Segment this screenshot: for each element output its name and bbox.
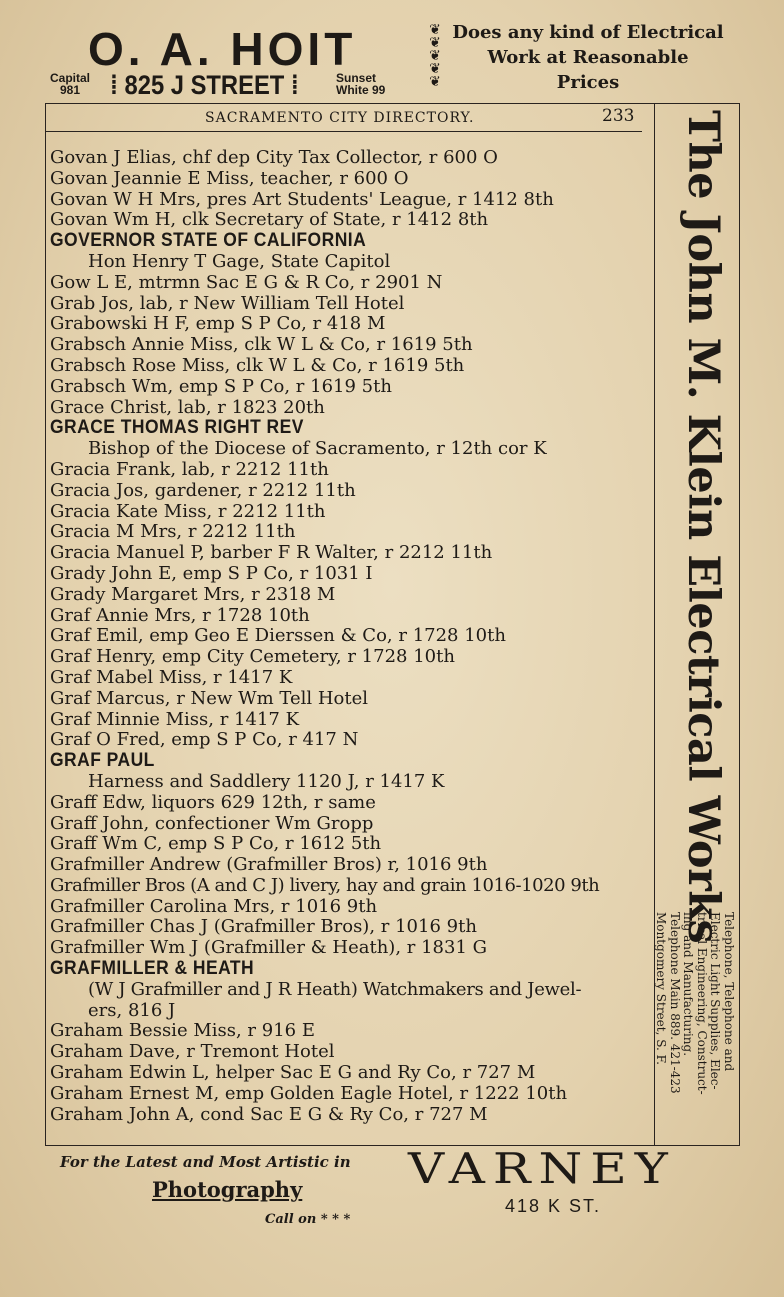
list-item: Govan Jeannie E Miss, teacher, r 600 O bbox=[50, 167, 409, 189]
list-item: Govan Wm H, clk Secretary of State, r 1412 8th bbox=[50, 209, 489, 231]
list-item: Grady Margaret Mrs, r 2318 M bbox=[50, 583, 336, 605]
footer-ad-address: 418 K ST. bbox=[505, 1196, 602, 1216]
side-ad-line: trical Engineering, Construct- bbox=[695, 912, 709, 1095]
list-item: Graham Bessie Miss, r 916 E bbox=[50, 1020, 315, 1042]
side-ad-details bbox=[654, 912, 735, 1095]
header-rule bbox=[46, 131, 642, 132]
tagline-line-1: Does any kind of Electrical bbox=[452, 22, 724, 43]
list-item: Gracia Frank, lab, r 2212 11th bbox=[50, 458, 329, 480]
entry-heading: GRAFMILLER & HEATH bbox=[50, 958, 255, 980]
sunset-number: White 99 bbox=[336, 83, 386, 97]
list-item: Graham Dave, r Tremont Hotel bbox=[50, 1041, 335, 1063]
list-item: Grace Christ, lab, r 1823 20th bbox=[50, 396, 325, 418]
list-item: Graf Annie Mrs, r 1728 10th bbox=[50, 604, 310, 626]
entry-heading: GOVERNOR STATE OF CALIFORNIA bbox=[50, 230, 367, 252]
list-item: Grafmiller Andrew (Grafmiller Bros) r, 1016 9th bbox=[50, 854, 488, 876]
list-item: Grabowski H F, emp S P Co, r 418 M bbox=[50, 313, 386, 335]
list-item: Grafmiller Wm J (Grafmiller & Heath), r 1831 G bbox=[50, 937, 487, 959]
list-item: Grab Jos, lab, r New William Tell Hotel bbox=[50, 292, 405, 314]
footer-ad-tagline: For the Latest and Most Artistic in bbox=[60, 1153, 351, 1171]
list-item: Gracia M Mrs, r 2212 11th bbox=[50, 521, 296, 543]
footer-ad-name: VARNEY bbox=[408, 1144, 676, 1194]
entry-heading: GRACE THOMAS RIGHT REV bbox=[50, 417, 304, 439]
capital-number: 981 bbox=[59, 83, 81, 97]
list-item: Govan J Elias, chf dep City Tax Collector, r 600 O bbox=[50, 147, 498, 168]
list-item-indented: Hon Henry T Gage, State Capitol bbox=[88, 250, 391, 272]
list-item-indented: ers, 816 J bbox=[88, 999, 176, 1021]
entry-heading: GRAF PAUL bbox=[50, 750, 155, 772]
list-item-indented: Harness and Saddlery 1120 J, r 1417 K bbox=[88, 770, 445, 792]
advertiser-street: ⁞ 825 J STREET ⁞ bbox=[110, 70, 299, 100]
footer-ad-call-on: Call on * * * bbox=[265, 1212, 351, 1227]
side-ad-line: ing and Manufacturing. bbox=[681, 912, 696, 1057]
advertiser-tagline bbox=[448, 20, 728, 95]
capital-label: Capital bbox=[50, 71, 91, 85]
list-item: Graf O Fred, emp S P Co, r 417 N bbox=[50, 729, 359, 751]
footer-ad-photography: Photography bbox=[152, 1177, 303, 1202]
advertiser-name: O. A. HOIT bbox=[88, 23, 357, 75]
directory-entries bbox=[50, 148, 654, 1125]
side-ad-line: Telephone, Telephone and bbox=[722, 912, 736, 1072]
list-item: Graf Marcus, r New Wm Tell Hotel bbox=[50, 687, 369, 709]
list-item: Graham John A, cond Sac E G & Ry Co, r 727 M bbox=[50, 1103, 488, 1125]
list-item: Gow L E, mtrmn Sac E G & R Co, r 2901 N bbox=[50, 271, 443, 293]
ornament-icon: ❦ ❦ ❦ ❦ ❦ bbox=[429, 22, 441, 90]
list-item: Graham Ernest M, emp Golden Eagle Hotel, r 1222 10th bbox=[50, 1082, 568, 1104]
list-item: Graff Edw, liquors 629 12th, r same bbox=[50, 791, 376, 813]
side-ad-line: Montgomery Street, S. F. bbox=[654, 912, 669, 1065]
list-item: Govan W H Mrs, pres Art Students' League, r 1412 8th bbox=[50, 188, 554, 210]
sunset-phone bbox=[336, 72, 385, 96]
list-item: Gracia Kate Miss, r 2212 11th bbox=[50, 500, 326, 522]
side-ad-line: Telephone Main 889. 421-423 bbox=[668, 912, 682, 1094]
list-item: Graff John, confectioner Wm Gropp bbox=[50, 812, 374, 834]
tagline-line-3: Prices bbox=[556, 72, 620, 93]
list-item: Grabsch Annie Miss, clk W L & Co, r 1619 5th bbox=[50, 334, 473, 356]
tagline-line-2: Work at Reasonable bbox=[487, 47, 689, 68]
list-item: Gracia Manuel P, barber F R Walter, r 2212 11th bbox=[50, 542, 493, 564]
side-ad-title: The John M. Klein Electrical Works bbox=[678, 110, 728, 944]
list-item: Graf Mabel Miss, r 1417 K bbox=[50, 666, 293, 688]
list-item: Grabsch Rose Miss, clk W L & Co, r 1619 5th bbox=[50, 354, 465, 376]
list-item: Graff Wm C, emp S P Co, r 1612 5th bbox=[50, 833, 382, 855]
list-item: Graf Henry, emp City Cemetery, r 1728 10th bbox=[50, 646, 455, 668]
capital-phone bbox=[50, 72, 90, 96]
running-header: SACRAMENTO CITY DIRECTORY. bbox=[205, 110, 475, 126]
list-item: Graf Minnie Miss, r 1417 K bbox=[50, 708, 300, 730]
list-item-indented: (W J Grafmiller and J R Heath) Watchmakers and Jewel- bbox=[88, 978, 582, 1000]
page-number: 233 bbox=[602, 106, 635, 126]
list-item: Grafmiller Carolina Mrs, r 1016 9th bbox=[50, 895, 378, 917]
list-item: Grafmiller Chas J (Grafmiller Bros), r 1016 9th bbox=[50, 916, 477, 938]
list-item: Grady John E, emp S P Co, r 1031 I bbox=[50, 562, 373, 584]
list-item: Graham Edwin L, helper Sac E G and Ry Co, r 727 M bbox=[50, 1062, 536, 1084]
list-item: Grafmiller Bros (A and C J) livery, hay and grain 1016-1020 9th bbox=[50, 874, 600, 896]
list-item: Graf Emil, emp Geo E Dierssen & Co, r 1728 10th bbox=[50, 625, 506, 647]
side-ad-line: Electric Light Supplies, Elec- bbox=[708, 912, 723, 1090]
sunset-label: Sunset bbox=[336, 71, 377, 85]
list-item-indented: Bishop of the Diocese of Sacramento, r 12th cor K bbox=[88, 438, 547, 460]
list-item: Grabsch Wm, emp S P Co, r 1619 5th bbox=[50, 375, 392, 397]
list-item: Gracia Jos, gardener, r 2212 11th bbox=[50, 479, 356, 501]
